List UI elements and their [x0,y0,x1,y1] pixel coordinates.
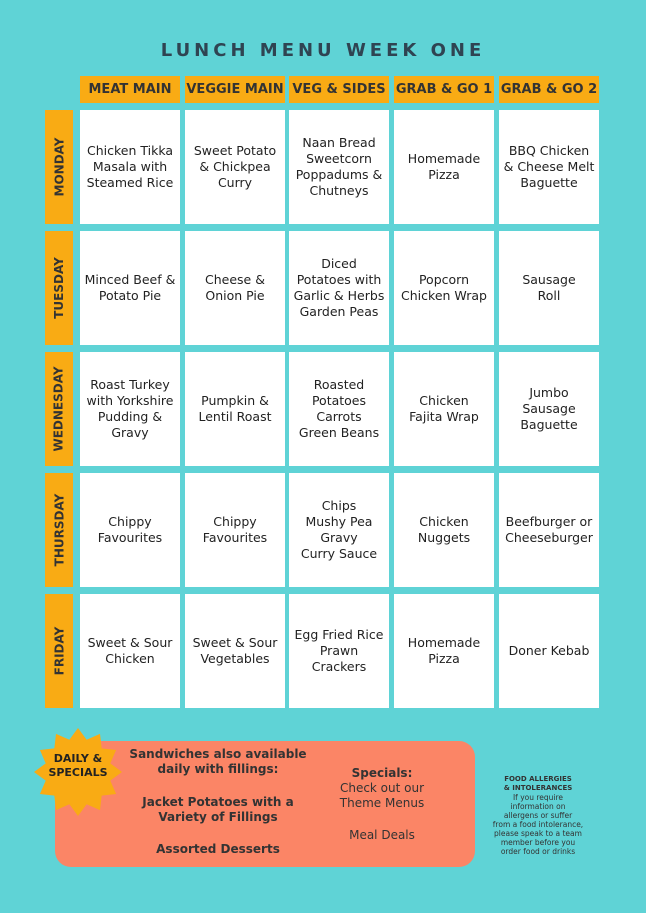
column-header: VEG & SIDES [289,76,389,103]
allergy-heading-2: & INTOLERANCES [503,784,573,792]
meal-deals: Meal Deals [349,828,415,842]
menu-cell: Beefburger or Cheeseburger [499,473,599,587]
column-header: MEAT MAIN [80,76,180,103]
allergy-notice [492,775,584,856]
allergy-heading-1: FOOD ALLERGIES [504,775,572,783]
specials-line-1: Check out our [339,781,425,795]
day-label-text: THURSDAY [52,493,66,567]
menu-cell: Chippy Favourites [185,473,285,587]
menu-cell: Egg Fried Rice Prawn Crackers [289,594,389,708]
day-label [45,594,73,708]
page-title: LUNCH MENU WEEK ONE [160,40,486,61]
menu-cell: Pumpkin & Lentil Roast [185,352,285,466]
allergy-line: information on [510,802,566,811]
allergy-line: from a food intolerance, [492,820,584,829]
menu-cell: Chicken Nuggets [394,473,494,587]
sandwiches-line-2: daily with fillings: [157,762,279,776]
specials-text [326,781,438,811]
menu-cell: Homemade Pizza [394,594,494,708]
allergy-line: allergens or suffer [503,811,573,820]
day-label-text: TUESDAY [52,257,66,319]
day-label-text: WEDNESDAY [52,366,67,452]
day-label-text: FRIDAY [52,626,67,676]
specials-heading: Specials: [351,766,413,780]
menu-cell: Homemade Pizza [394,110,494,224]
jacket-line-1: Jacket Potatoes with a [142,795,294,809]
menu-cell: Sweet & Sour Chicken [80,594,180,708]
menu-cell: Jumbo Sausage Baguette [499,352,599,466]
day-label [45,352,73,466]
allergy-line: order food or drinks [500,847,576,856]
menu-cell: Doner Kebab [499,594,599,708]
specials-line-2: Theme Menus [339,796,425,810]
menu-cell: Roast Turkey with Yorkshire Pudding & Gravy [80,352,180,466]
daily-specials-badge [34,752,122,780]
allergy-line: If you require [512,793,564,802]
desserts-note: Assorted Desserts [156,842,280,856]
menu-cell: Minced Beef & Potato Pie [80,231,180,345]
menu-cell: Cheese & Onion Pie [185,231,285,345]
badge-line-2: SPECIALS [48,766,108,779]
day-label-text: MONDAY [52,137,67,197]
column-header: GRAB & GO 2 [499,76,599,103]
menu-cell: Sausage Roll [499,231,599,345]
menu-cell: Chippy Favourites [80,473,180,587]
jacket-line-2: Variety of Fillings [158,810,278,824]
column-header: GRAB & GO 1 [394,76,494,103]
allergy-line: member before you [500,838,576,847]
menu-cell: Popcorn Chicken Wrap [394,231,494,345]
allergy-lines [492,793,584,856]
menu-cell: Chicken Fajita Wrap [394,352,494,466]
day-label [45,473,73,587]
allergy-line: please speak to a team [494,829,582,838]
menu-cell: Sweet & Sour Vegetables [185,594,285,708]
menu-cell: Chicken Tikka Masala with Steamed Rice [80,110,180,224]
sandwiches-line-1: Sandwiches also available [129,747,307,761]
day-label [45,110,73,224]
menu-cell: BBQ Chicken & Cheese Melt Baguette [499,110,599,224]
sandwiches-note [128,747,308,777]
day-label [45,231,73,345]
badge-line-1: DAILY & [53,752,103,765]
menu-cell: Chips Mushy Pea Gravy Curry Sauce [289,473,389,587]
menu-cell: Diced Potatoes with Garlic & Herbs Garden Peas [289,231,389,345]
menu-cell: Sweet Potato & Chickpea Curry [185,110,285,224]
jacket-potatoes-note [128,795,308,825]
menu-cell: Roasted Potatoes Carrots Green Beans [289,352,389,466]
menu-cell: Naan Bread Sweetcorn Poppadums & Chutneys [289,110,389,224]
column-header: VEGGIE MAIN [185,76,285,103]
